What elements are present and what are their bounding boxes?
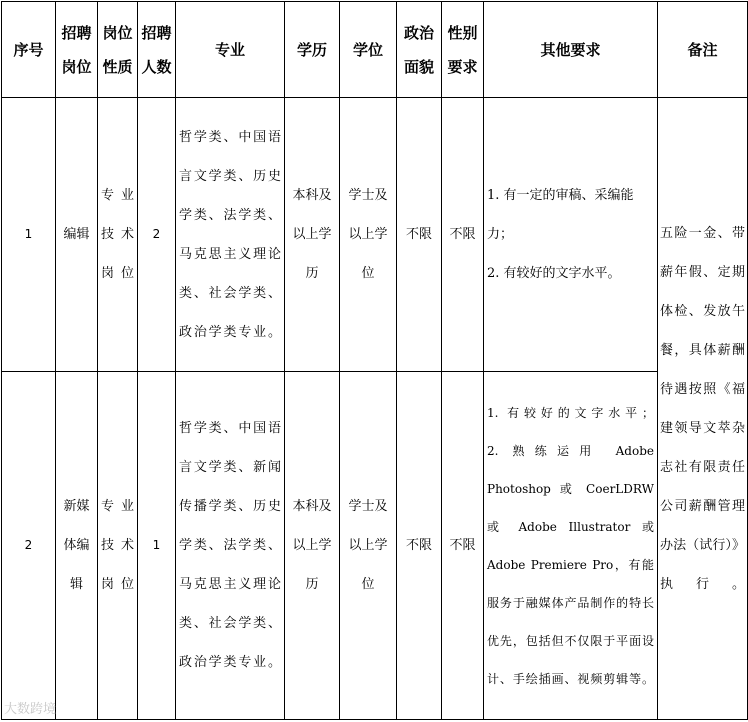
header-political: 政治面貌 — [397, 2, 442, 98]
header-other: 其他要求 — [484, 2, 658, 98]
row-count: 1 — [138, 372, 176, 720]
header-degree: 学位 — [340, 2, 397, 98]
remark-cell: 五险一金、带薪年假、定期体检、发放午餐，具体薪酬待遇按照《福建领导文萃杂志社有限责任公司薪酬管理办法（试行）》执行。 — [658, 98, 748, 720]
header-seq: 序号 — [2, 2, 56, 98]
header-gender: 性别要求 — [442, 2, 484, 98]
header-position: 招聘岗位 — [56, 2, 98, 98]
row-gender: 不限 — [442, 372, 484, 720]
row-count: 2 — [138, 98, 176, 372]
table-row — [2, 98, 748, 372]
row-position: 新媒体编辑 — [56, 372, 98, 720]
header-remark: 备注 — [658, 2, 748, 98]
row-other — [484, 372, 658, 720]
requirement-item: 1. 有较好的文字水平； — [487, 405, 654, 420]
header-nature: 岗位性质 — [98, 2, 138, 98]
row-major: 哲学类、中国语言文学类、历史学类、法学类、马克思主义理论类、社会学类、政治学类专业。 — [176, 98, 285, 372]
row-major: 哲学类、中国语言文学类、新闻传播学类、历史学类、法学类、马克思主义理论类、社会学类、政治学类专业。 — [176, 372, 285, 720]
table-row — [2, 372, 748, 720]
header-count: 招聘人数 — [138, 2, 176, 98]
row-education: 本科及以上学历 — [285, 372, 340, 720]
row-political: 不限 — [397, 372, 442, 720]
requirement-item: 2. 有较好的文字水平。 — [487, 266, 621, 281]
watermark: 大数跨境 — [4, 702, 57, 717]
row-other — [484, 98, 658, 372]
row-education: 本科及以上学历 — [285, 98, 340, 372]
header-education: 学历 — [285, 2, 340, 98]
row-nature: 专业技术岗位 — [98, 372, 138, 720]
header-row — [2, 2, 748, 98]
row-gender: 不限 — [442, 98, 484, 372]
row-seq: 1 — [2, 98, 56, 372]
requirement-item: 1. 有一定的审稿、采编能力； — [487, 188, 634, 242]
row-degree: 学士及以上学位 — [340, 98, 397, 372]
header-major: 专业 — [176, 2, 285, 98]
row-degree: 学士及以上学位 — [340, 372, 397, 720]
row-nature: 专业技术岗位 — [98, 98, 138, 372]
row-position: 编辑 — [56, 98, 98, 372]
row-seq: 2 — [2, 372, 56, 720]
requirement-item: 2. 熟练运用 Adobe Photoshop 或 CoerLDRW 或 Adobe Illustrator 或 Adobe Premiere Pro，有能服务于融媒体产品制作的特长优先，包括但不仅限于平面设计、手绘插画、视频剪辑等。 — [487, 443, 654, 686]
recruitment-table — [1, 1, 748, 720]
row-political: 不限 — [397, 98, 442, 372]
